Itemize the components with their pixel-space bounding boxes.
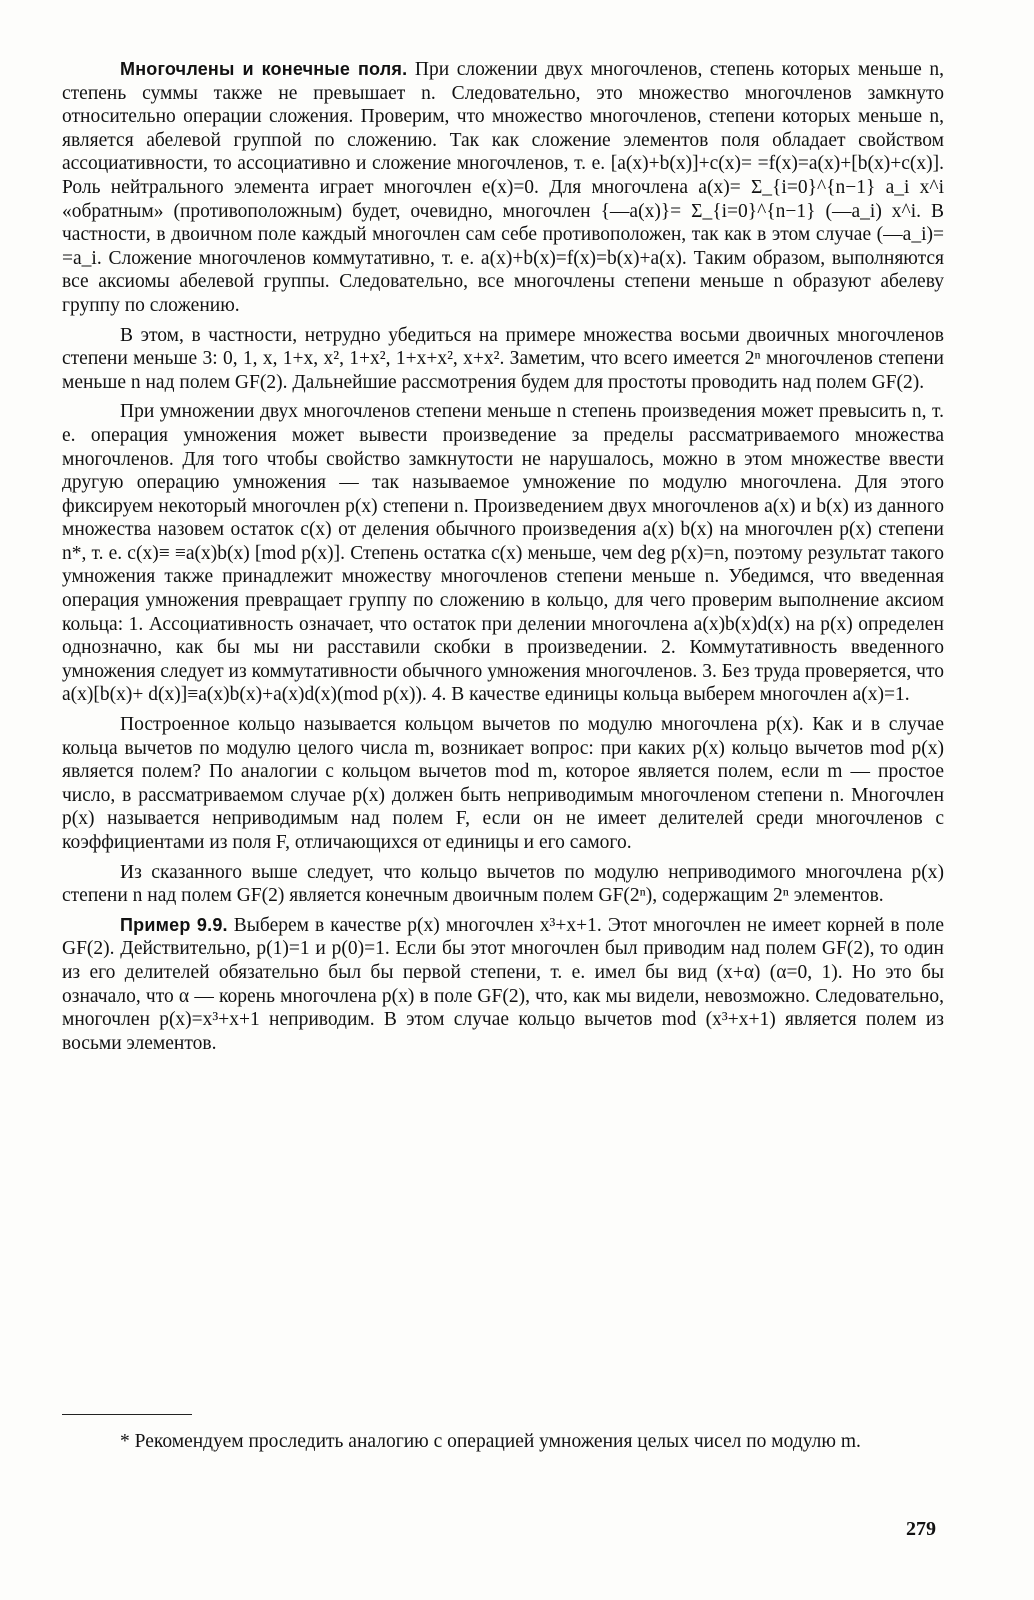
- paragraph-finite-field: [62, 861, 944, 908]
- paragraph-text: В этом, в частности, нетрудно убедиться на примере множества восьми двоичных многочленов степени меньше 3: 0, 1, x, 1+x, x², 1+x², 1+x+x², x+x². Заметим, что всего имеется 2ⁿ многочленов степени меньше n над полем GF(2). Дальнейшие рассмотрения будем для простоты проводить над полем GF(2).: [62, 324, 944, 393]
- paragraph-text: При сложении двух многочленов, степень которых меньше n, степень суммы также не превышает n. Следовательно, это множество многочленов замкнуто относительно операции сложения. Проверим, что множество многочленов, степени которых меньше n, является абелевой группой по сложению. Так как сложение элементов поля обладает свойством ассоциативности, то ассоциативно и сложение многочленов, т. е. [a(x)+b(x)]+c(x)= =f(x)=a(x)+[b(x)+c(x)]. Роль нейтрального элемента играет многочлен e(x)=0. Для многочлена a(x)= Σ_{i=0}^{n−1} a_i x^i «обратным» (противоположным) будет, очевидно, многочлен {—a(x)}= Σ_{i=0}^{n−1} (—a_i) x^i. В частности, в двоичном поле каждый многочлен сам себе противоположен, так как в этом случае (—a_i)= =a_i. Сложение многочленов коммутативно, т. е. a(x)+b(x)=f(x)=b(x)+a(x). Таким образом, выполняются все аксиомы абелевой группы. Следовательно, все многочлены степени меньше n образуют абелеву группу по сложению.: [62, 59, 944, 316]
- paragraph-text: Выберем в качестве p(x) многочлен x³+x+1. Этот многочлен не имеет корней в поле GF(2). Действительно, p(1)=1 и p(0)=1. Если бы этот многочлен был приводим над полем GF(2), то один из его делителей обязательно был бы первой степени, т. е. имел бы вид (x+α) (α=0, 1). Но это бы означало, что α — корень многочлена p(x) в поле GF(2), что, как мы видели, невозможно. Следовательно, многочлен p(x)=x³+x+1 неприводим. В этом случае кольцо вычетов mod (x³+x+1) является полем из восьми элементов.: [62, 914, 944, 1054]
- example-lead: Пример 9.9.: [120, 914, 228, 935]
- paragraph-binary-example: [62, 324, 944, 395]
- footnote-divider: [62, 1414, 192, 1415]
- page-number: 279: [906, 1518, 936, 1540]
- paragraph-multiplication: [62, 400, 944, 707]
- main-text: [62, 58, 944, 1061]
- paragraph-residue-ring: [62, 713, 944, 855]
- paragraph-example-9-9: [62, 914, 944, 1056]
- section-lead: Многочлены и конечные поля.: [120, 59, 408, 79]
- paragraph-text: При умножении двух многочленов степени меньше n степень произведения может превысить n, т. е. операция умножения может вывести произведение за пределы рассматриваемого множества многочленов. Для того чтобы свойство замкнутости не нарушалось, можно в этом множестве ввести другую операцию умножения — так называемое умножение по модулю многочлена. Для этого фиксируем некоторый многочлен p(x) степени n. Произведением двух многочленов a(x) и b(x) из данного множества назовем остаток c(x) от деления обычного произведения a(x) b(x) на многочлен p(x) степени n*, т. е. c(x)≡ ≡a(x)b(x) [mod p(x)]. Степень остатка c(x) меньше, чем deg p(x)=n, поэтому результат такого умножения также принадлежит множеству многочленов степени меньше n. Убедимся, что введенная операция умножения превращает группу по сложению в кольцо, для чего проверим выполнение аксиом кольца: 1. Ассоциативность означает, что остаток при делении многочлена a(x)b(x)d(x) на p(x) определен однозначно, как бы мы ни расставили скобки в произведении. 2. Коммутативность введенного умножения следует из коммутативности обычного умножения многочленов. 3. Без труда проверяется, что a(x)[b(x)+ d(x)]≡a(x)b(x)+a(x)d(x)(mod p(x)). 4. В качестве единицы кольца выберем многочлен a(x)=1.: [62, 401, 944, 706]
- paragraph-text: Построенное кольцо называется кольцом вычетов по модулю многочлена p(x). Как и в случае кольца вычетов по модулю целого числа m, возникает вопрос: при каких p(x) кольцо вычетов mod p(x) является полем? По аналогии с кольцом вычетов mod m, которое является полем, если m — простое число, в рассматриваемом случае p(x) должен быть неприводимым многочленом степени n. Многочлен p(x) называется неприводимым над полем F, если он не имеет делителей среди многочленов с коэффициентами из поля F, отличающихся от единицы и его самого.: [62, 714, 944, 853]
- paragraph-polynomials-fields: [62, 58, 944, 318]
- paragraph-text: Из сказанного выше следует, что кольцо вычетов по модулю неприводимого многочлена p(x) степени n над полем GF(2) является конечным двоичным полем GF(2ⁿ), содержащим 2ⁿ элементов.: [62, 861, 944, 907]
- footnote: * Рекомендуем проследить аналогию с операцией умножения целых чисел по модулю m.: [120, 1431, 861, 1452]
